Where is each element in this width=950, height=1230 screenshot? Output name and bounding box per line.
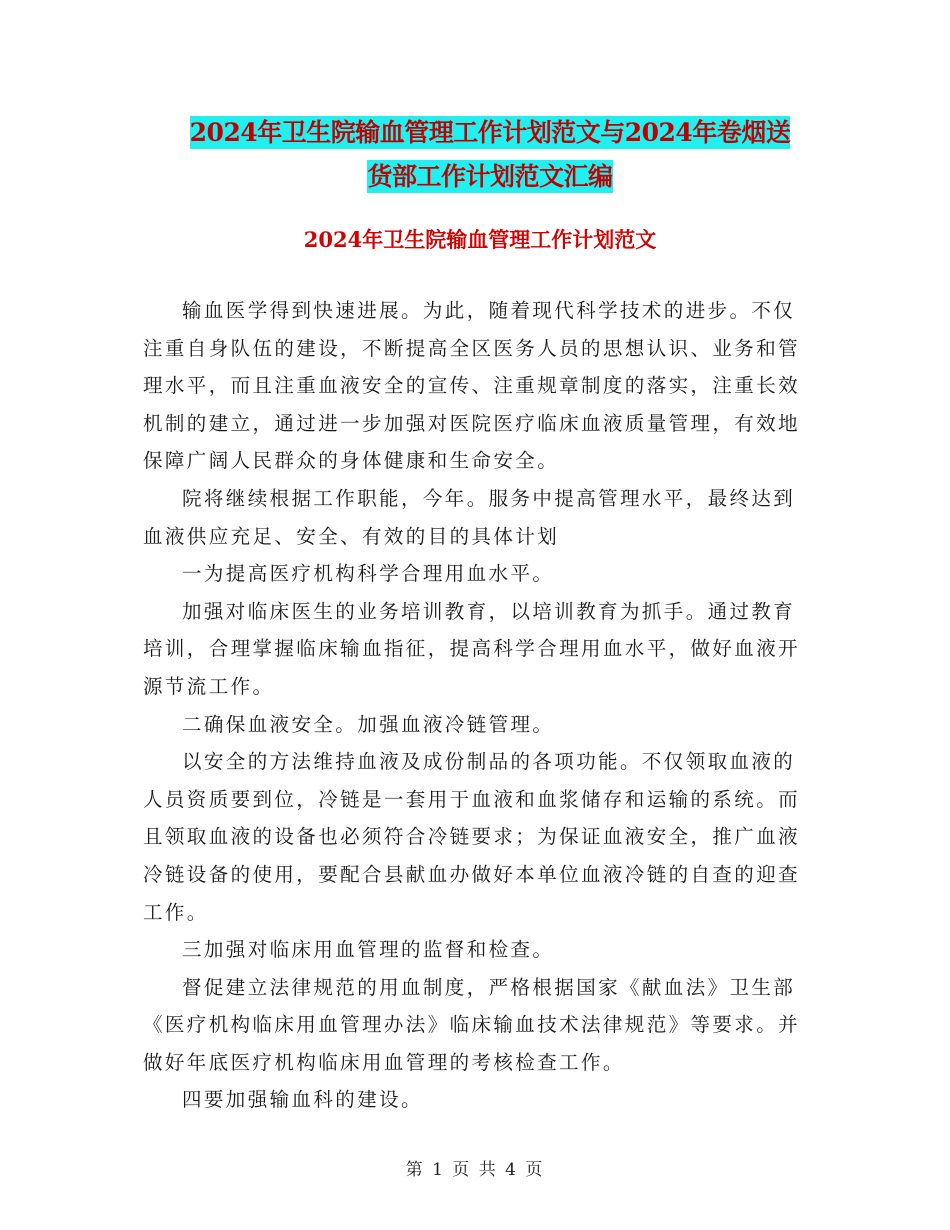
document-title-line-1 — [140, 113, 840, 149]
paragraph: 二确保血液安全。加强血液冷链管理。 — [182, 712, 555, 736]
paragraph: 三加强对临床用血管理的监督和检查。 — [182, 938, 555, 962]
document-title-line-2 — [140, 157, 840, 193]
paragraph: 输血医学得到快速进展。为此，随着现代科学技术的进步。不仅注重自身队伍的建设，不断提高全区医务人员的思想认识、业务和管理水平，而且注重血液安全的宣传、注重规章制度的落实，注重长效机制的建立，通过进一步加强对医院医疗临床血液质量管理，有效地保障广阔人民群众的身体健康和生命安全。 — [143, 299, 801, 473]
paragraph: 以安全的方法维持血液及成份制品的各项功能。不仅领取血液的人员资质要到位，冷链是一套用于血液和血浆储存和运输的系统。而且领取血液的设备也必须符合冷链要求；为保证血液安全，推广血液冷链设备的使用，要配合县献血办做好本单位血液冷链的自查的迎查工作。 — [143, 750, 801, 924]
title-line-2-text: 货部工作计划范文汇编 — [367, 162, 613, 191]
paragraph: 加强对临床医生的业务培训教育，以培训教育为抓手。通过教育培训，合理掌握临床输血指征，提高科学合理用血水平，做好血液开源节流工作。 — [143, 599, 801, 698]
paragraph: 院将继续根据工作职能，今年。服务中提高管理水平，最终达到血液供应充足、安全、有效的目的具体计划 — [143, 486, 796, 548]
paragraph: 一为提高医疗机构科学合理用血水平。 — [182, 562, 555, 586]
page-footer: 第 1 页 共 4 页 — [405, 1160, 545, 1180]
paragraph: 督促建立法律规范的用血制度，严格根据国家《献血法》卫生部《医疗机构临床用血管理办法》临床输血技术法律规范》等要求。并做好年底医疗机构临床用血管理的考核检查工作。 — [143, 975, 801, 1074]
section-title: 2024年卫生院输血管理工作计划范文 — [303, 227, 657, 252]
body-text — [143, 292, 803, 1119]
title-line-1-text: 2024年卫生院输血管理工作计划范文与2024年卷烟送 — [189, 118, 791, 147]
paragraph: 四要加强输血科的建设。 — [182, 1088, 423, 1112]
